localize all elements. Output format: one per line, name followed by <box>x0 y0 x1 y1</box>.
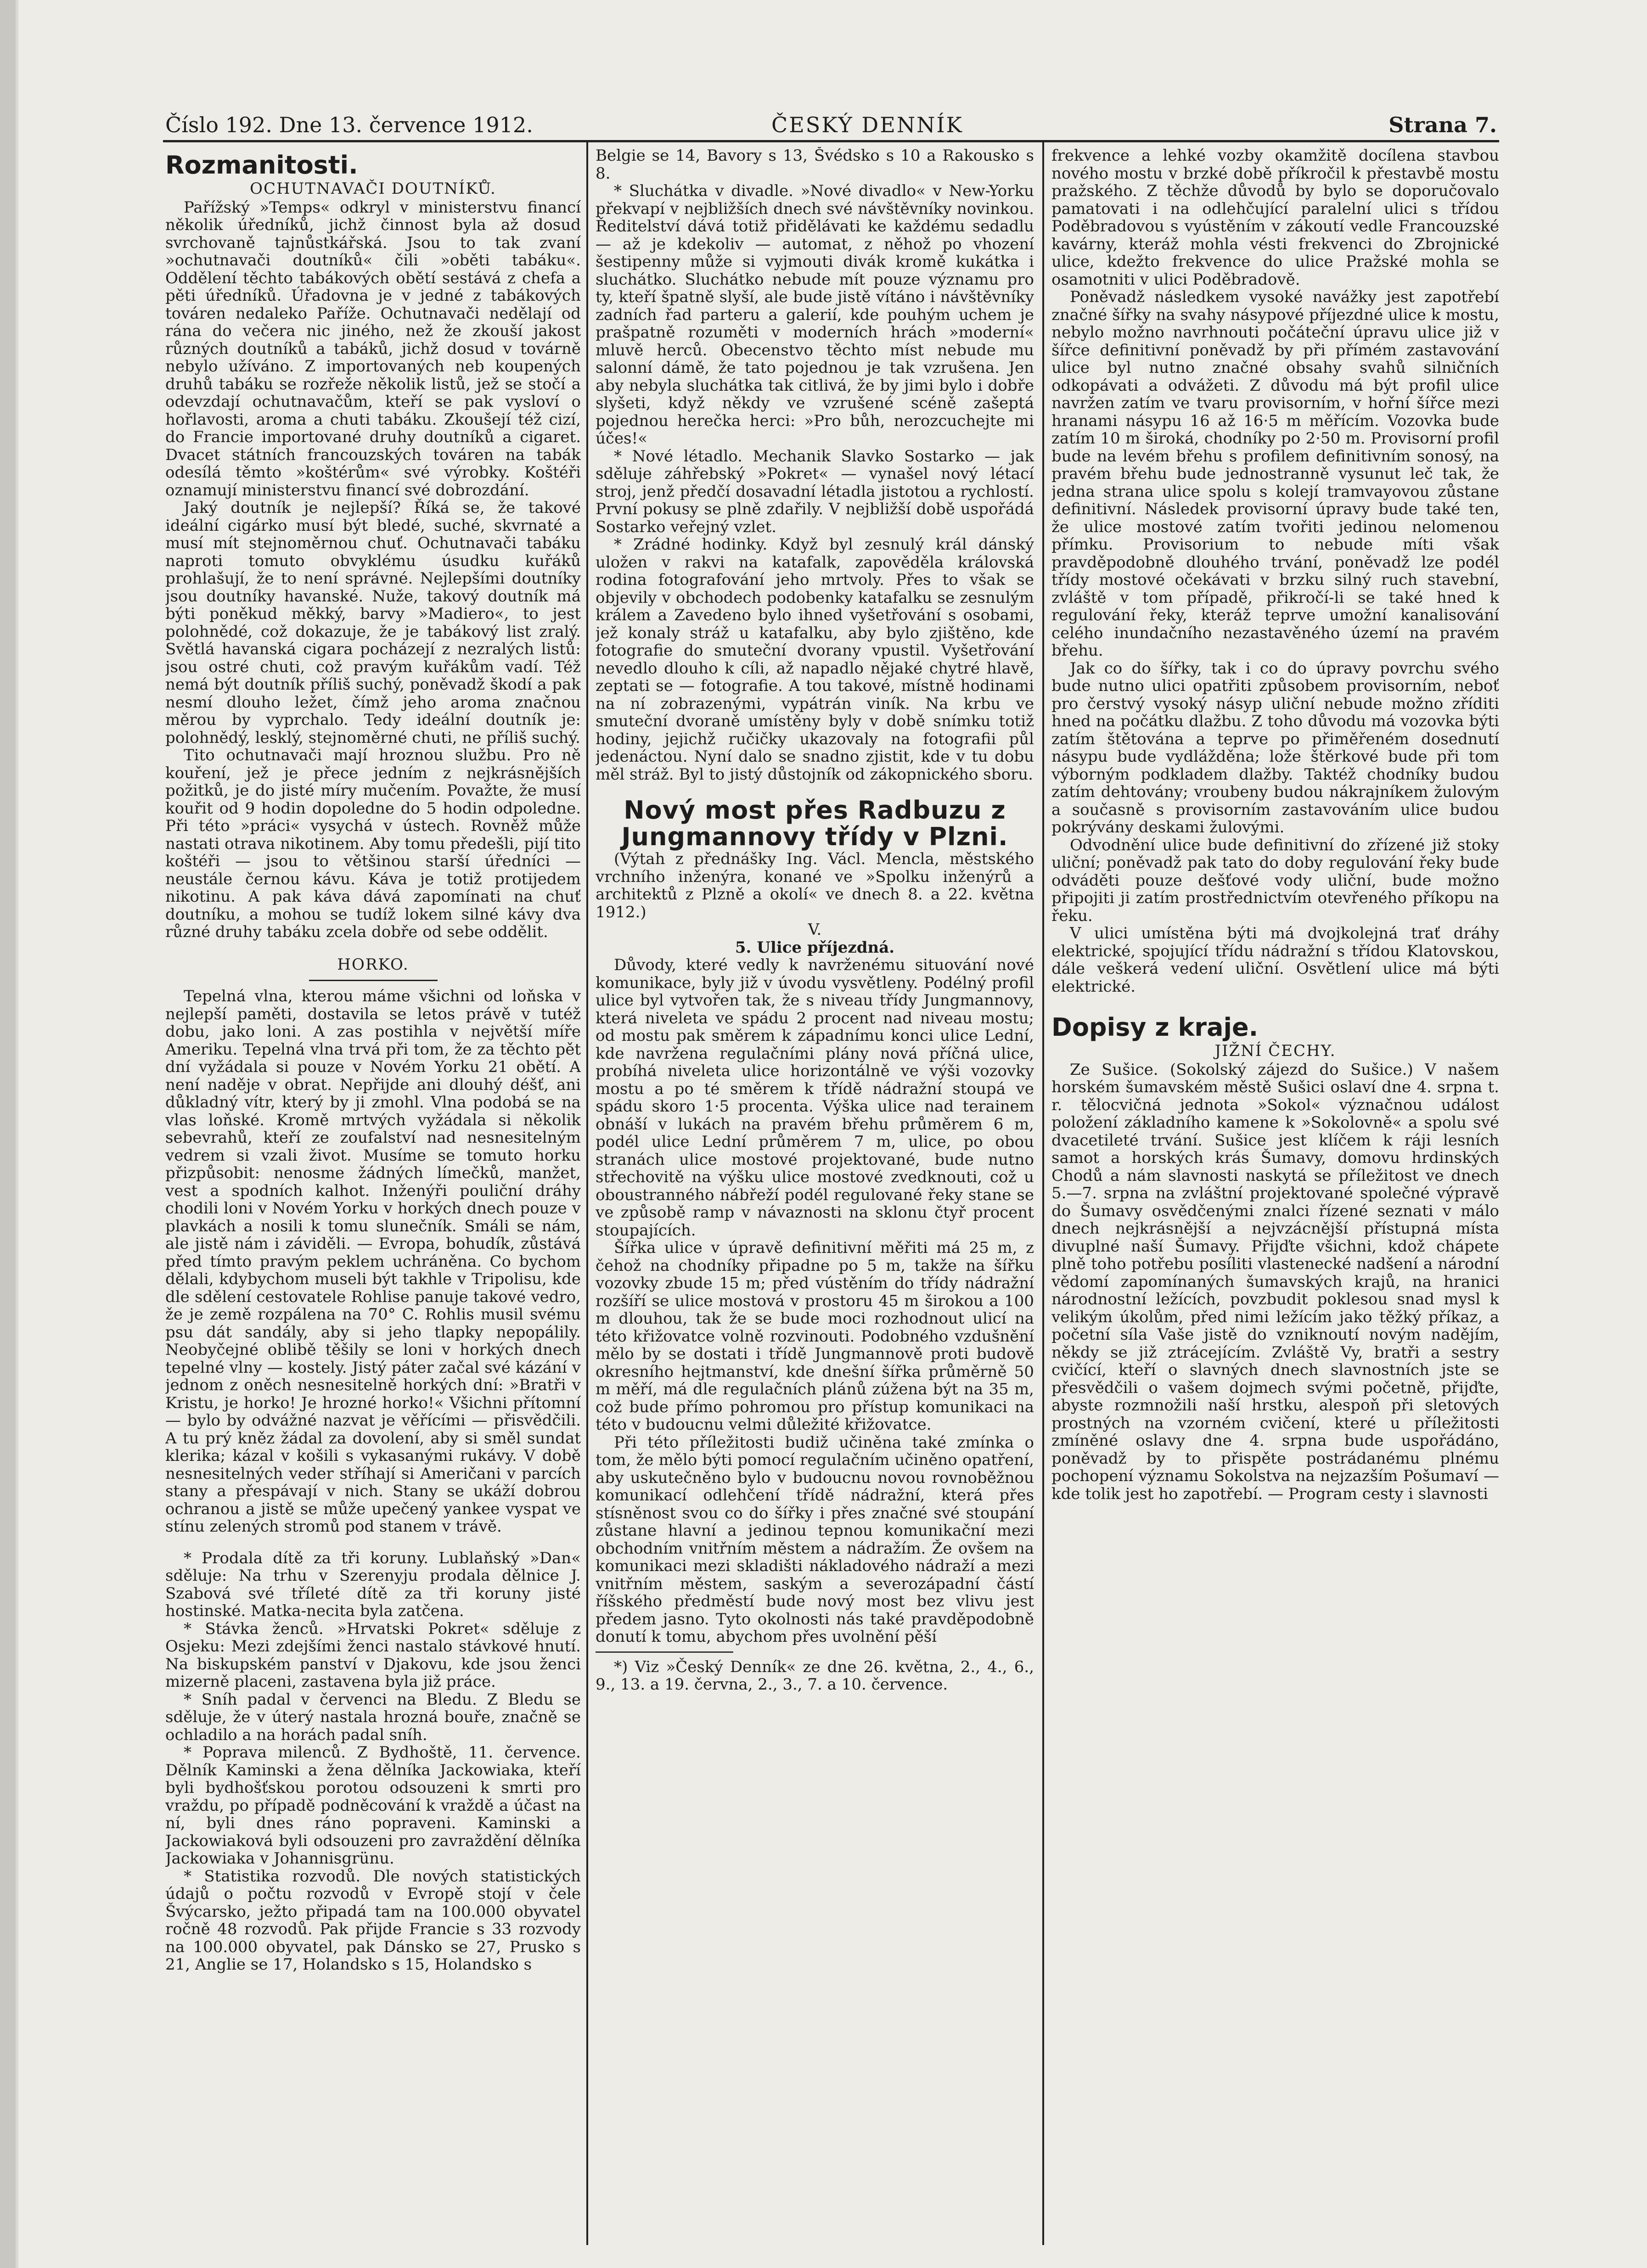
article-title: HORKO. <box>337 955 409 974</box>
rubric-title: Rozmanitosti. <box>165 151 358 180</box>
newspaper-title: ČESKÝ DENNÍK <box>771 112 963 137</box>
footnote-rule <box>596 1651 733 1653</box>
article-paragraph: Důvody, které vedly k navrženému situování nové komunikace, byly již v úvodu vysvětleny. Podélný profil ulice byl vytvořen tak, že s niveau třídy Jungmannovy, která niveleta ve spádu 2 procent nad niveau mostu; od mostu pak směrem k západnímu konci ulice Lední, kde navržena regulačními plány nová příčná ulice, probíhá niveleta ulice horizontálně ve výši vozovky mostu a po té směrem k třídě nádražní stoupá ve spádu skoro 1·5 procenta. Výška ulice nad terainem obnáší v lukách na pravém břehu průměrem 6 m, podél ulice Lední průměrem 7 m, ulice, po obou stranách ulice mostové projektované, bude nutno střechovitě na výšku ulice mostové zvedknouti, což u oboustranného nábřeží podél regulované řeky stane se ve způsobě ramp v návaznosti na sklonu čtyř procent stoupajících. <box>596 956 1034 1240</box>
column-rule-2 <box>1042 142 1044 2245</box>
spacer <box>596 783 1034 797</box>
article-paragraph: Při této příležitosti budiž učiněna také zmínka o tom, že mělo býti pomocí regulačním učiněno opatření, aby uskutečněno bylo v budoucnu novou rovnoběžnou komunikací odlehčení třídě nádražní, která přes stísněnost svou co do šířky i přes značné své stoupání zůstane hlavní a jedinou tepnou komunikační mezi obchodním vnitřním městem a nádražím. Že ovšem na komunikaci mezi skladišti nákladového nádraží a mezi vnitřním městem, saským a severozápadní částí říšského předměstí bude nový most bez vlivu jest předem jasno. Tyto okolnosti nás také pravděpodobně donutí k tomu, abychom přes uvolnění pěší <box>596 1433 1034 1646</box>
column-rule-1 <box>586 142 588 2245</box>
article-paragraph: V ulici umístěna býti má dvojkolejná trať dráhy elektrické, spojující třídu nádražní s třídou Klatovskou, dále veškerá vedení uliční. Osvětlení ulice má býti elektrické. <box>1051 924 1499 996</box>
page-number: Strana 7. <box>1388 112 1497 137</box>
news-item: * Sluchátka v divadle. »Nové divadlo« v New-Yorku překvapí v nejbližších dnech své návštěvníky novinkou. Ředitelství dává totiž přidělávati ke každému sedadlu — až je kdekoliv — automat, z něhož po vhození šestipenny může si vyjmouti divák kromě kukátka i sluchátko. Sluchátko nebude mít pouze významu pro ty, kteří špatně slyší, ale bude jistě vítáno i návštěvníky zadních řad parteru a galerií, kde pouhým uchem je prašpatně rozuměti v moderních hrách »moderní« mluvě herců. Obecenstvo těchto míst nebude mu salonní dámě, že tato pojednou je tak vzrušena. Jen aby nebyla sluchátka tak citlivá, že by jimi bylo i dobře slyšeti, když někdy ve vzrušené scéně zašeptá pojednou herečka herci: »Pro bůh, nerozcuchejte mi účes!« <box>596 182 1034 448</box>
article-intro: (Výtah z přednášky Ing. Václ. Mencla, městského vrchního inženýra, konané ve »Spolku inženýrů a architektů z Plzně a okolí« ve dnech 8. a 22. května 1912.) <box>596 850 1034 921</box>
part-number: V. <box>808 921 822 939</box>
article-headline: Nový most přes Radbuzu z Jungmannovy třídy v Plzni. <box>621 796 1008 851</box>
title-rule <box>309 980 438 981</box>
spacer <box>1051 995 1499 1009</box>
news-item: * Zrádné hodinky. Když byl zesnulý král dánský uložen v rakvi na katafalk, zapověděla královská rodina fotografování jeho mrtvoly. Přes to však se objevily v obchodech podobenky katafalku se zesnulým králem a Zavedeno bylo ihned vyšetřování s osobami, jež konaly stráž u katafalku, aby bylo zjištěno, kde fotografie do smuteční dvorany vpustil. Vyšetřování nevedlo dlouho k cíli, až napadlo nějaké chytré hlavě, zeptati se — fotografie. A tou takové, místně hodinami na ní zobrazenými, vypátrán viník. Na krbu ve smuteční dvoraně umístěny byly v době snímku totiž hodiny, jejichž ručičky ukazovaly na fotografii půl jedenáctou. Nyní dalo se snadno zjistit, kde v tu dobu měl stráž. Byl to jistý důstojník od zákopnického sboru. <box>596 535 1034 784</box>
news-item: * Stávka ženců. »Hrvatski Pokret« sděluje z Osjeku: Mezi zdejšími ženci nastalo stávkové hnutí. Na biskupském panství v Djakovu, kde jsou ženci mizerně placeni, zastavena byla již práce. <box>165 1619 581 1691</box>
spacer <box>165 1536 581 1549</box>
article-title: OCHUTNAVAČI DOUTNÍKŮ. <box>250 180 496 198</box>
news-item: * Prodala dítě za tři koruny. Lublaňský »Dan« sděluje: Na trhu v Szerenyju prodala dělnice J. Szabová své tříleté dítě za tři koruny jisté hostinské. Matka-necita byla zatčena. <box>165 1549 581 1620</box>
news-item: * Statistika rozvodů. Dle nových statistických údajů o počtu rozvodů v Evropě stojí v čele Švýcarsko, ježto připadá tam na 100.000 obyvatel ročně 48 rozvodů. Pak přijde Francie s 33 rozvody na 100.000 obyvatel, pak Dánsko se 27, Prusko s 21, Anglie se 17, Holandsko s 15, Holandsko s <box>165 1867 581 1974</box>
header-rule <box>163 140 1499 142</box>
article-paragraph: Šířka ulice v úpravě definitivní měřiti má 25 m, z čehož na chodníky připadne po 5 m, takže na šířku vozovky zbude 15 m; před vústěním do třídy nádražní rozšíří se ulice mostová v prostoru 45 m širokou a 100 m dlouhou, tak že se bude moci rozhodnout ulicí na této křižovatce volně rozvinouti. Podobného vzdušnění mělo by se dostati i třídě Jungmannově proti budově okresního hejtmanství, kde dnešní šířka průměrně 50 m měří, má dle regulačních plánů zúžena být na 35 m, což bude přímo pohromou pro přístup komunikaci na této v budoucnu velmi důležité křižovatce. <box>596 1239 1034 1434</box>
article-paragraph: Poněvadž následkem vysoké navážky jest zapotřebí značné šířky na svahy násypové příjezdné ulice k mostu, nebylo možno navrhnouti počáteční úpravu ulice již v šířce definitivní poněvadž by při přímém zastavování ulice byl nutno značné obsahy svahů silničních odkopávati a odvážeti. Z důvodu má být profil ulice navržen zatím ve tvaru provisorním, v hořní šířce mezi hranami násypu 16 až 16·5 m měřícím. Vozovka bude zatím 10 m široká, chodníky po 2·50 m. Provisorní profil bude na levém břehu s profilem definitivním sonosý, na pravém břehu bude jednostranně vysunut leč tak, že jedna strana ulice spolu s kolejí tramvayovou zůstane definitivní. Následek provisorní úpravy bude také ten, že ulice mostové zatím tvořiti jedinou nelomenou přímku. Provisorium to nebude míti však pravděpodobně dlouhého trvání, poněvadž lze podél třídy mostové očekávati v brzku silný ruch stavební, zvláště v tom případě, přikročí-li se také hned k regulování řeky, kteráž teprve umožní kanalisování celého inundačního nezastavěného území na pravém břehu. <box>1051 288 1499 660</box>
news-item: * Sníh padal v červenci na Bledu. Z Bledu se sděluje, že v úterý nastala hrozná bouře, značně se ochladilo a na horách padal sníh. <box>165 1690 581 1744</box>
footnote: *) Viz »Český Denník« ze dne 26. května, 2., 4., 6., 9., 13. a 19. června, 2., 3., 7. a 10. července. <box>596 1657 1034 1694</box>
issue-date: Číslo 192. Dne 13. července 1912. <box>165 112 533 137</box>
article-paragraph: Belgie se 14, Bavory s 13, Švédsko s 10 a Rakousko s 8. <box>596 147 1034 183</box>
rubric-title: Dopisy z kraje. <box>1051 1013 1259 1042</box>
article-paragraph: Jak co do šířky, tak i co do úpravy povrchu svého bude nutno ulici opatřiti způsobem provisorním, neboť pro čerstvý vysoký násyp uliční nebude možno zříditi hned na počátku dlažbu. Z toho důvodu má vozovka býti zatím štětována a teprve po přiměřeném dosednutí násypu bude vydlážděna; lože štěrkové bude při tom výborným podkladem dlažby. Taktéž chodníky budou zatím dehtovány; vroubeny budou nákrajníkem žulovým a současně s provisorním zastavováním ulice budou pokrývány deskami žulovými. <box>1051 659 1499 836</box>
article-paragraph: Tepelná vlna, kterou máme všichni od loňska v nejlepší paměti, dostavila se letos právě v tutéž dobu, jako loni. A zas postihla v největší míře Ameriku. Tepelná vlna trvá při tom, že za těchto pět dní vyžádala si pouze v Novém Yorku 21 obětí. A není naděje v obrat. Nepřijde ani dlouhý déšť, ani důkladný vítr, který by ji zmohl. Vlna podobá se na vlas loňské. Kromě mrtvých vyžádala si několik sebevrahů, kteří ze zoufalství nad nesnesitelným vedrem si vzali život. Musíme se tomuto horku přizpůsobit: nenosme žádných límečků, manžet, vest a spodních kalhot. Inženýři pouliční dráhy chodili loni v Novém Yorku v horkých dnech pouze v plavkách a nosili k tomu slunečník. Smáli se nám, ale jistě nám i záviděli. — Evropa, bohudík, zůstává před tímto pravým peklem uchráněna. Co bychom dělali, kdybychom museli být takhle v Tripolisu, kde dle sdělení cestovatele Rohlise panuje takové vedro, že je země rozpálena na 70° C. Rohlis musil svému psu dát sandály, aby si jeho tlapky nepopálily. Neobyčejné oblibě těšily se loni v horkých dnech tepelné vlny — kostely. Jistý páter začal své kázání v jednom z oněch nesnesitelně horkých dní: »Bratři v Kristu, je horko! Je hrozné horko!« Všichni přítomní — bylo by odvážné nazvat je věřícími — přisvědčili. A tu prý kněz žádal za dovolení, aby si směl sundat klerika; kázal v košili s vykasanými rukávy. V době nesnesitelných veder stříhají si Američani v parcích stany a přespávají v nich. Stany se ukáží dobrou ochranou a jistě se může upečený yankee vyspat ve stínu zelených stromů pod stanem v trávě. <box>165 987 581 1536</box>
news-item: * Poprava milenců. Z Bydhoště, 11. července. Dělník Kaminski a žena dělníka Jackowiaka, kteří byli bydhošťskou porotou odsouzeni k smrti pro vraždu, po případě podněcování k vraždě a účast na ní, byli dnes ráno popraveni. Kaminski a Jackowiaková byli odsouzeni pro zavraždění dělníka Jackowiaka v Johannisgrünu. <box>165 1743 581 1868</box>
column-2 <box>596 147 1034 2250</box>
page-header <box>165 112 1497 135</box>
article-paragraph: Jaký doutník je nejlepší? Říká se, že takové ideální cigárko musí být bledé, suché, skvrnaté a musí mít stejnoměrnou chuť. Ochutnavači tabáku naproti tomuto obvyklému úsudku kuřáků prohlašují, že to není správné. Nejlepšími doutníky jsou doutníky havanské. Nuže, takový doutník má býti poněkud měkký, barvy »Madiero«, to jest polohnědé, což dokazuje, že je tabákový list zralý. Světlá havanská cigara pocházejí z nezralých listů: jsou ostré chuti, což pravým kuřákům vadí. Též nemá být doutník příliš suchý, poněvadž škodí a pak nesmí dlouho ležet, čímž jeho aroma značnou měrou by vyprchalo. Tedy ideální doutník je: polohnědý, lesklý, stejnoměrné chuti, ne příliš suchý. <box>165 499 581 747</box>
article-paragraph: Odvodnění ulice bude definitivní do zřízené již stoky uliční; poněvadž pak tato do doby regulování řeky bude odváděti pouze dešťové vody uliční, bude možno připojiti ji zatím prostřednictvím otevřeného příkopu na řeku. <box>1051 836 1499 925</box>
article-paragraph: Tito ochutnavači mají hroznou službu. Pro ně kouření, jež je přece jedním z nejkrásnějších požitků, je do jisté míry mučením. Považte, že musí kouřit od 9 hodin dopoledne do 5 hodin odpoledne. Při této »práci« vysychá v ústech. Rovněž může nastati otrava nikotinem. Aby tomu předešli, pijí tito koštéři — jsou to většinou starší úředníci — neustále černou kávu. Káva je totiž protijedem nikotinu. A pak káva dává zapomínati na chuť doutníku, a mohou se tudíž lokem silné kávy dva různé druhy tabáku zcela dobře od sebe oddělit. <box>165 746 581 941</box>
article-paragraph: frekvence a lehké vozby okamžitě docílena stavbou nového mostu v brzké době příkročil k přestavbě mostu pražského. Z těchže důvodů by bylo se doporučovalo pamatovati i na odlehčující paralelní ulici s třídou Poděbradovou s vyústěním v zákoutí vedle Francouzské kavárny, kteráž mohla vésti frekvenci do Zbrojnické ulice, kdežto frekvence do ulice Pražské mohla se osamotniti v ulici Poděbradově. <box>1051 147 1499 289</box>
region-title: JIŽNÍ ČECHY. <box>1214 1042 1336 1060</box>
letter-paragraph: Ze Sušice. (Sokolský zájezd do Sušice.) V našem horském šumavském městě Sušici oslaví dne 4. srpna t. r. tělocvičná jednota »Sokol« význačnou událost položení základního kamene k »Sokolovně« a spolu své dvacetileté trvání. Sušice jest klíčem k ráji lesních samot a horských krás Šumavy, domovu hrdinských Chodů a nám slavnosti naskytá se příležitost ve dnech 5.—7. srpna na zvláštní projektované společné výpravě do Šumavy osvědčenými znalci řízené seznati v málo dnech nejkrásnější a nejvzácnější přístupná místa divuplné naší Šumavy. Přijďte všichni, kdož chápete plně toho potřebu posíliti vlastenecké nadšení a národní vědomí zapomínaných šumavských krajů, na hranici národnostní ležících, povzbudit poklesou snad mysl k velikým úkolům, před nimi ležícím jako těžký příkaz, a početní síla Vaše jistě do vzniknoutí novým nadějím, někdy se již ztrácejícím. Zvláště Vy, bratři a sestry cvičící, kteří o slavných dnech slavnostních jste se přesvědčili o vašem dojmech svými početně, přijďte, abyste rozmnožili naší hrstku, alespoň při sletových prostných na vzorném cvičení, které u příležitosti zmíněné oslavy dne 4. srpna bude uspořádáno, poněvadž by to přispěte postrádanému plnému pochopení významu Sokolstva na nejzazším Pošumaví — kde tolik jest ho zapotřebí. — Program cesty i slavnosti <box>1051 1060 1499 1503</box>
news-item: * Nové létadlo. Mechanik Slavko Sostarko — jak sděluje záhřebský »Pokret« — vynašel nový létací stroj, jenž předčí dosavadní létadla jistotou a rychlostí. První pokusy se plně zdařily. V nejbližší době uspořádá Sostarko veřejný vzlet. <box>596 447 1034 536</box>
section-title: 5. Ulice příjezdná. <box>735 938 895 957</box>
spacer <box>165 941 581 955</box>
article-paragraph: Pařížský »Temps« odkryl v ministerstvu financí několik úředníků, jichž činnost byla až dosud svrchovaně tajnůstkářská. Jsou to tak zvaní »ochutnavači doutníků« čili »oběti tabáku«. Oddělení těchto tabákových obětí sestává z chefa a pěti úředníků. Úřadovna je v jedné z tabákových továren nedaleko Paříže. Ochutnavači nedělají od rána do večera nic jiného, než že zkouší jakost různých doutníků a tabáků, jichž dosud v továrně nebylo užíváno. Z importovaných neb koupených druhů tabáku se rozřeže několik listů, jež se stočí a odevzdají ochutnavačům, kteří se pak vysloví o hořlavosti, aroma a chuti tabáku. Zkoušejí též cizí, do Francie importované druhy doutníků a cigaret. Dvacet státních francouzských továren na tabák odesílá těmto »koštérům« své výrobky. Koštéři oznamují ministerstvu financí své dobrozdání. <box>165 198 581 500</box>
column-1 <box>165 147 581 2250</box>
page-binding-edge <box>0 0 17 2268</box>
page-binding-shadow <box>16 0 18 2268</box>
column-3 <box>1051 147 1499 2250</box>
